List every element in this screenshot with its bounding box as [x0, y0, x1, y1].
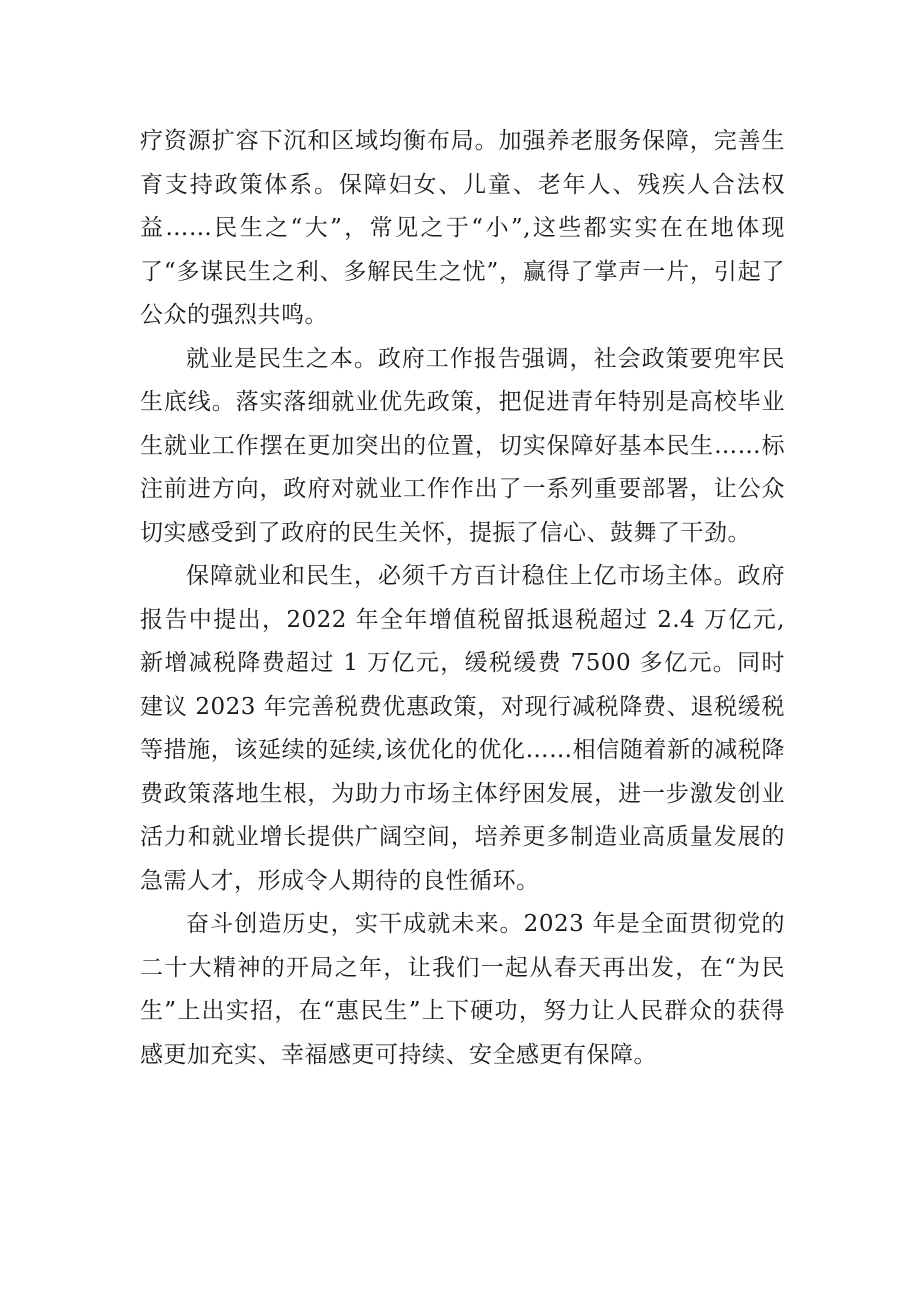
paragraph-conclusion: 奋斗创造历史，实干成就未来。2023 年是全面贯彻党的二十大精神的开局之年，让我们一起从春天再出发，在“为民生”上出实招，在“惠民生”上下硬功，努力让人民群众的获得感更加充实、幸福感更可持续、安全感更有保障。: [140, 911, 785, 1068]
document-body: [140, 120, 785, 1077]
paragraph-employment: 就业是民生之本。政府工作报告强调，社会政策要兜牢民生底线。落实落细就业优先政策，把促进青年特别是高校毕业生就业工作摆在更加突出的位置，切实保障好基本民生……标注前进方向，政府对就业工作作出了一系列重要部署，让公众切实感受到了政府的民生关怀，提振了信心、鼓舞了干劲。: [140, 345, 785, 546]
paragraph-market-entities: 保障就业和民生，必须千方百计稳住上亿市场主体。政府报告中提出，2022 年全年增值税留抵退税超过 2.4 万亿元,新增减税降费超过 1 万亿元，缓税缓费 7500 多亿元。同时建议 2023 年完善税费优惠政策，对现行减税降费、退税缓税等措施，该延续的延续,该优化的优化……相信随着新的减税降费政策落地生根，为助力市场主体纾困发展，进一步激发创业活力和就业增长提供广阔空间，培养更多制造业高质量发展的急需人才，形成令人期待的良性循环。: [140, 563, 785, 894]
paragraph-continued: 疗资源扩容下沉和区域均衡布局。加强养老服务保障，完善生育支持政策体系。保障妇女、儿童、老年人、残疾人合法权益……民生之“大”，常见之于“小”,这些都实实在在地体现了“多谋民生之利、多解民生之忧”，赢得了掌声一片，引起了公众的强烈共鸣。: [140, 128, 785, 328]
